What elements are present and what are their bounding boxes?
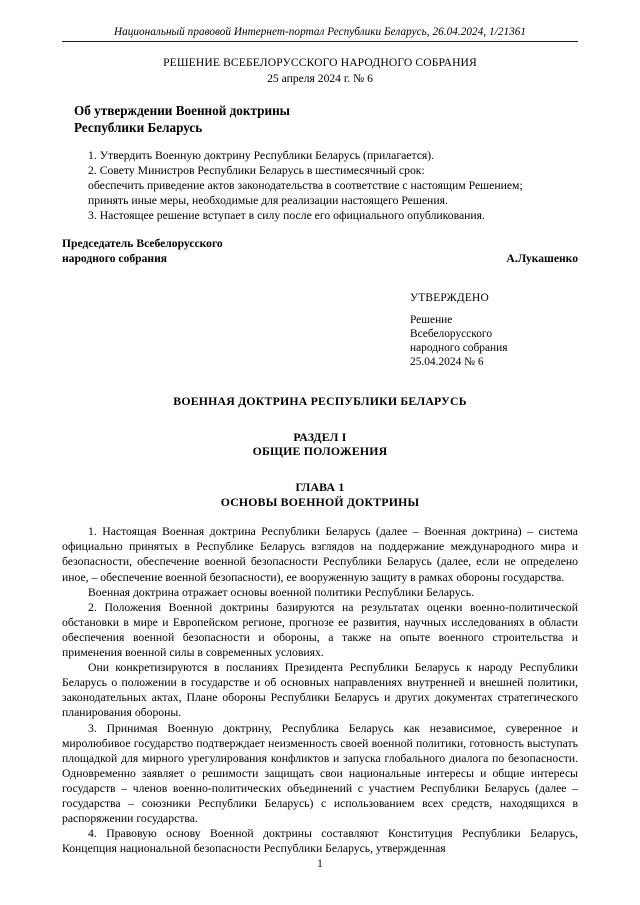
chapter-number: ГЛАВА 1	[295, 480, 345, 495]
header-rule-divider	[62, 41, 578, 42]
approval-line: Всебелорусского	[410, 328, 493, 341]
section-name: ОБЩИЕ ПОЛОЖЕНИЯ	[252, 444, 388, 459]
decision-subject-line-1: Об утверждении Военной доктрины	[74, 103, 290, 118]
approval-block	[410, 291, 578, 370]
doctrine-paragraph: 3. Принимая Военную доктрину, Республика Беларусь как независимое, суверенное и миролюбивое государство подтверждает неизменность своей военной политики, готовность выступать площадкой для мирного урегулирования конфликтов и запуска глобального диалога по безопасности. Одновременно заявляет о решимости защищать свои национальные интересы и общие интересы государств – членов военно-политических объединений с участием Республики Беларусь (далее – государства – союзники Республики Беларусь) с использованием всех средств, находящихся в распоряжении государства.	[62, 721, 578, 826]
decision-subject-line-2: Республики Беларусь	[74, 119, 203, 135]
doctrine-body	[62, 524, 578, 856]
running-header	[62, 0, 578, 42]
signatory-name: А.Лукашенко	[506, 252, 578, 266]
decision-title: РЕШЕНИЕ ВСЕБЕЛОРУССКОГО НАРОДНОГО СОБРАНИЯ	[163, 56, 477, 69]
provision-item: обеспечить приведение актов законодательства в соответствие с настоящим Решением;	[88, 179, 523, 193]
section-number: РАЗДЕЛ I	[293, 429, 347, 444]
doctrine-paragraph: Военная доктрина отражает основы военной политики Республики Беларусь.	[88, 585, 474, 599]
section-heading	[62, 430, 578, 459]
provision-item: 1. Утвердить Военную доктрину Республики Беларусь (прилагается).	[88, 149, 435, 162]
doctrine-paragraph: 1. Настоящая Военная доктрина Республики Беларусь (далее – Военная доктрина) – система официально принятых в Республике Беларусь взглядов на поддержание международного мира и безопасности, обеспечение военной безопасности Республики Беларусь (далее, если не определено иное, – обеспечение военной безопасности), ее вооруженную защиту в рамках обороны государства.	[62, 525, 578, 584]
chapter-heading	[62, 480, 578, 509]
doctrine-paragraph: 2. Положения Военной доктрины базируются на результатах оценки военно-политической обстановки в мире и Европейском регионе, прогнозе ее развития, научных исследованиях в области обеспечения военной безопасности и обороны, а также на опыте военного строительства и применения военной силы в современных условиях.	[62, 600, 578, 660]
signatory-role-line-2: народного собрания	[62, 252, 168, 266]
decision-date: 25 апреля 2024 г. № 6	[267, 72, 373, 85]
chapter-name: ОСНОВЫ ВОЕННОЙ ДОКТРИНЫ	[220, 494, 420, 509]
running-header-text: Национальный правовой Интернет-портал Республики Беларусь, 26.04.2024, 1/21361	[113, 26, 527, 38]
approval-title: УТВЕРЖДЕНО	[410, 291, 489, 304]
approval-line: Решение	[410, 313, 453, 326]
doctrine-paragraph: Они конкретизируются в посланиях Президента Республики Беларусь к народу Республики Беларусь о положении в государстве и об основных направлениях внутренней и внешней политики, законодательных актах, Плане обороны Республики Беларусь и других документах стратегического планирования обороны.	[62, 661, 578, 720]
doctrine-paragraph: 4. Правовую основу Военной доктрины составляют Конституция Республики Беларусь, Концепция национальной безопасности Республики Беларусь, утвержденная	[62, 827, 578, 856]
decision-subject	[74, 103, 578, 136]
decision-provisions	[62, 148, 578, 223]
signatory-role-line-1: Председатель Всебелорусского	[62, 237, 223, 251]
page-number: 1	[317, 858, 323, 870]
approval-line: народного собрания	[410, 342, 508, 355]
doctrine-title: ВОЕННАЯ ДОКТРИНА РЕСПУБЛИКИ БЕЛАРУСЬ	[173, 393, 467, 408]
signature-block	[62, 237, 578, 266]
page-content	[62, 0, 578, 856]
provision-item: 2. Совету Министров Республики Беларусь в шестимесячный срок:	[88, 164, 425, 178]
approval-line: 25.04.2024 № 6	[410, 356, 484, 369]
provision-item: 3. Настоящее решение вступает в силу после его официального опубликования.	[88, 209, 485, 223]
provision-item: принять иные меры, необходимые для реализации настоящего Решения.	[88, 194, 448, 208]
